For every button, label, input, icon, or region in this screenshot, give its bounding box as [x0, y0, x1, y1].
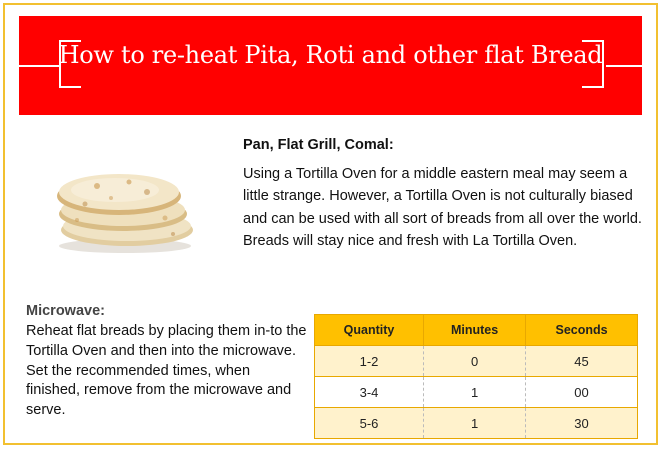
- header-minutes: Minutes: [424, 315, 526, 346]
- flat-bread-image: [37, 146, 207, 258]
- table-row: [315, 408, 638, 439]
- cell-quantity: 3-4: [315, 377, 424, 408]
- page-title: How to re-heat Pita, Roti and other flat Bread: [58, 41, 603, 69]
- cell-seconds: 00: [526, 377, 638, 408]
- table-header-row: [315, 315, 638, 346]
- cell-seconds: 45: [526, 346, 638, 377]
- microwave-heading: Microwave:: [26, 303, 105, 319]
- cell-minutes: 1: [424, 377, 526, 408]
- header-seconds: Seconds: [526, 315, 638, 346]
- pan-description: Using a Tortilla Oven for a middle eastern meal may seem a little strange. However, a Tortilla Oven is not culturally biased and can be used with all sort of breads from all over the world. Breads will stay nice and fresh with La Tortilla Oven.: [243, 166, 642, 250]
- table-row: [315, 377, 638, 408]
- cell-quantity: 1-2: [315, 346, 424, 377]
- header-quantity: Quantity: [315, 315, 424, 346]
- title-banner: [19, 16, 642, 115]
- cell-seconds: 30: [526, 408, 638, 439]
- cell-quantity: 5-6: [315, 408, 424, 439]
- table-row: [315, 346, 638, 377]
- microwave-description: Reheat flat breads by placing them in-to the Tortilla Oven and then into the microwave. Set the recommended times, when finished, remove from the microwave and serve.: [26, 323, 307, 419]
- cell-minutes: 1: [424, 408, 526, 439]
- cell-minutes: 0: [424, 346, 526, 377]
- reheat-times-table: [314, 314, 638, 439]
- pan-heading: Pan, Flat Grill, Comal:: [243, 137, 394, 153]
